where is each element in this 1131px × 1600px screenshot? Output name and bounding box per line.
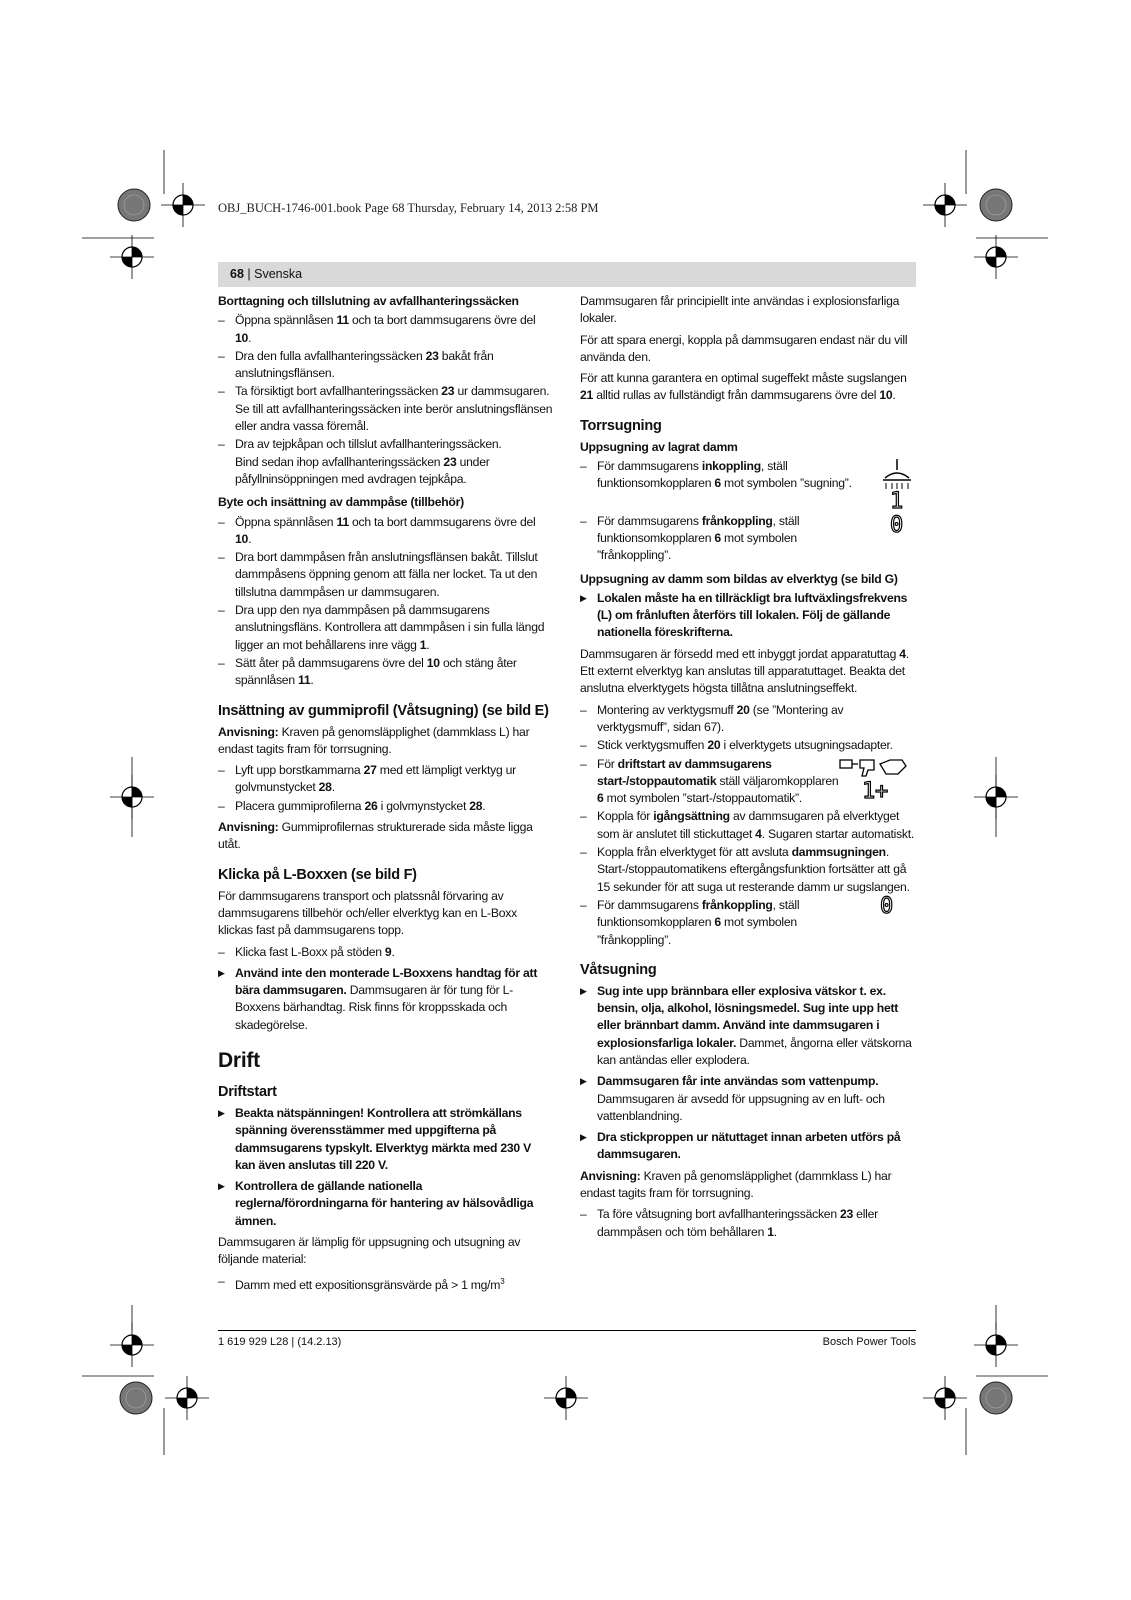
section-title-vatsugning: Våtsugning	[580, 961, 657, 978]
section-title-torrsugning: Torrsugning	[580, 417, 662, 434]
off-switch-block	[580, 893, 916, 949]
list-item: – Ta före våtsugning bort avfallhanteringssäcken 23 eller dammpåsen och töm behållaren 1.	[580, 1206, 916, 1241]
list-item: – Damm med ett expositionsgränsvärde på > 1 $mg/m^3$	[218, 1273, 554, 1294]
page-header-bar	[218, 262, 916, 287]
on-symbol-icon: 1	[890, 489, 903, 515]
warning-item: ▶ Sug inte upp brännbara eller explosiva vätskor t. ex. bensin, olja, alkohol, lösningsmedel. Sug inte upp hett eller brännbart damm. Använd inte dammsugaren i explosionsfarliga lokaler. Dammet, ångorna eller vätskorna kan antändas eller explodera.	[580, 983, 916, 1069]
list-item: – Montering av verktygsmuff 20 (se ”Montering av verktygsmuff”, sidan 67).	[580, 702, 916, 737]
list-item: – Dra bort dammpåsen från anslutningsflänsen bakåt. Tillslut dammpåsens öppning genom att fälla ner locket. Ta ut den tillslutna dammpåsen ur dammsugaren.	[218, 549, 554, 601]
vacuum-nozzle-icon	[880, 458, 914, 492]
torr-switch-block	[580, 458, 916, 564]
note: Anvisning: Kraven på genomsläpplighet (dammklass L) har endast tagits fram för torrsugning.	[218, 724, 530, 756]
chapter-title-drift: Drift	[218, 1048, 260, 1072]
page-header	[230, 267, 302, 281]
paragraph: Dammsugaren är lämplig för uppsugning och utsugning av följande material:	[218, 1235, 521, 1267]
right-column	[580, 293, 916, 1242]
paragraph: För att spara energi, koppla på dammsugaren endast när du vill använda den.	[580, 332, 908, 364]
power-tool-icon	[838, 756, 910, 778]
left-column	[218, 293, 554, 1295]
list-item: – För dammsugarens inkoppling, ställ funktionsomkopplaren 6 mot symbolen ”sugning”.	[580, 458, 865, 493]
header-separator: |	[243, 267, 255, 281]
list-item: – Placera gummiprofilerna 26 i golvmynstycket 28.	[218, 798, 554, 815]
section-title-lboxx: Klicka på L-Boxxen (se bild F)	[218, 866, 417, 883]
warning-item: ▶ Beakta nätspänningen! Kontrollera att strömkällans spänning överensstämmer med uppgifterna på dammsugarens typskylt. Elverktyg märkta med 230 V kan även anslutas till 220 V.	[218, 1105, 554, 1174]
footer-rule	[218, 1330, 916, 1331]
list-item: – Dra upp den nya dammpåsen på dammsugarens anslutningsfläns. Kontrollera att dammpåsen i sin fulla längd ligger an mot behållarens inre vägg 1.	[218, 602, 554, 654]
subsection-title: Uppsugning av damm som bildas av elverktyg (se bild G)	[580, 571, 898, 586]
off-symbol-icon: 0	[880, 893, 893, 919]
paragraph: Dammsugaren är försedd med ett inbyggt jordat apparatuttag 4. Ett externt elverktyg kan anslutas till apparatuttaget. Beakta det anslutna elverktygets högsta tillåtna anslutningseffekt.	[580, 646, 909, 696]
auto-switch-block	[580, 756, 916, 808]
list-item: – För dammsugarens frånkoppling, ställ funktionsomkopplaren 6 mot symbolen ”frånkoppling”.	[580, 513, 865, 565]
note: Anvisning: Kraven på genomsläpplighet (dammklass L) har endast tagits fram för torrsugning.	[580, 1168, 892, 1201]
section-title-dust-bag: Byte och insättning av dammpåse (tillbehör)	[218, 495, 464, 510]
warning-item: ▶ Dra stickproppen ur nätuttaget innan arbeten utförs på dammsugaren.	[580, 1129, 916, 1164]
list-item: – Koppla från elverktyget för att avsluta dammsugningen. Start-/stoppautomatikens eftergångsfunktion fortsätter att gå 15 sekunder för att suga ut resterande damm ur sugslangen.	[580, 844, 916, 896]
list-item: – Lyft upp borstkammarna 27 med ett lämpligt verktyg ur golvmunstycket 28.	[218, 762, 554, 797]
list-item: – För dammsugarens frånkoppling, ställ funktionsomkopplaren 6 mot symbolen ”frånkoppling”.	[580, 897, 865, 949]
footer-doc-number: 1 619 929 L28 | (14.2.13)	[218, 1336, 342, 1348]
section-title-waste-bag: Borttagning och tillslutning av avfallhanteringssäcken	[218, 294, 519, 308]
list-item: – Koppla för igångsättning av dammsugaren på elverktyget som är anslutet till stickuttaget 4. Sugaren startar automatiskt.	[580, 808, 916, 843]
note: Anvisning: Gummiprofilernas strukturerade sida måste ligga utåt.	[218, 820, 533, 852]
warning-item: ▶ Kontrollera de gällande nationella reglerna/förordningarna för hantering av hälsovådliga ämnen.	[218, 1178, 554, 1230]
list-item: – Sätt åter på dammsugarens övre del 10 och stäng åter spännlåsen 11.	[218, 655, 554, 690]
subsection-title: Uppsugning av lagrat damm	[580, 439, 738, 454]
auto-symbol-icon: 1+	[862, 778, 888, 804]
list-item: – Ta försiktigt bort avfallhanteringssäcken 23 ur dammsugaren. Se till att avfallhanteringssäcken inte berör anslutningsflänsen eller andra vassa föremål.	[218, 383, 554, 435]
warning-item: ▶ Dammsugaren får inte användas som vattenpump. Dammsugaren är avsedd för uppsugning av en luft- och vattenblandning.	[580, 1073, 916, 1125]
pdf-header-line: OBJ_BUCH-1746-001.book Page 68 Thursday, February 14, 2013 2:58 PM	[218, 201, 599, 215]
warning-item: ▶ Lokalen måste ha en tillräckligt bra luftväxlingsfrekvens (L) om frånluften återförs till lokalen. Följ de gällande nationella föreskrifterna.	[580, 590, 916, 642]
list-item: – Klicka fast L-Boxx på stöden 9.	[218, 944, 554, 961]
paragraph: För att kunna garantera en optimal sugeffekt måste sugslangen 21 alltid rullas av fullständigt från dammsugarens övre del 10.	[580, 371, 907, 403]
paragraph: Dammsugaren får principiellt inte användas i explosionsfarliga lokaler.	[580, 294, 900, 326]
header-language: Svenska	[254, 267, 303, 281]
section-title-rubber-profile: Insättning av gummiprofil (Våtsugning) (se bild E)	[218, 702, 549, 719]
footer-brand: Bosch Power Tools	[822, 1336, 916, 1348]
list-item-note: Se till att avfallhanteringssäcken inte berör anslutningsflänsen eller andra vassa föremål.	[235, 401, 553, 434]
list-item: – Dra av tejpkåpan och tillslut avfallhanteringssäcken. Bind sedan ihop avfallhanteringssäcken 23 under påfyllninsöppningen med avdragen tejpkåpa.	[218, 436, 554, 488]
list-item: – Öppna spännlåsen 11 och ta bort dammsugarens övre del 10.	[218, 312, 554, 347]
off-symbol-icon: 0	[890, 513, 903, 539]
list-item: – Dra den fulla avfallhanteringssäcken 23 bakåt från anslutningsflänsen.	[218, 348, 554, 383]
list-item: – Stick verktygsmuffen 20 i elverktygets utsugningsadapter.	[580, 737, 916, 754]
list-item: – Öppna spännlåsen 11 och ta bort dammsugarens övre del 10.	[218, 514, 554, 549]
page-number: 68	[230, 267, 244, 281]
list-item: – För driftstart av dammsugarens start-/stoppautomatik ställ väljaromkopplaren 6 mot symbolen ”start-/stoppautomatik”.	[580, 756, 842, 808]
paragraph: För dammsugarens transport och platssnål förvaring av dammsugarens tillbehör och/eller elverktyg kan en L-Boxx klickas fast på dammsugarens topp.	[218, 888, 517, 938]
warning-item: ▶ Använd inte den monterade L-Boxxens handtag för att bära dammsugaren. Dammsugaren är för tung för L-Boxxens bärhandtag. Risk finns för kroppsskada och skadegörelse.	[218, 965, 554, 1034]
section-title-driftstart: Driftstart	[218, 1083, 277, 1100]
